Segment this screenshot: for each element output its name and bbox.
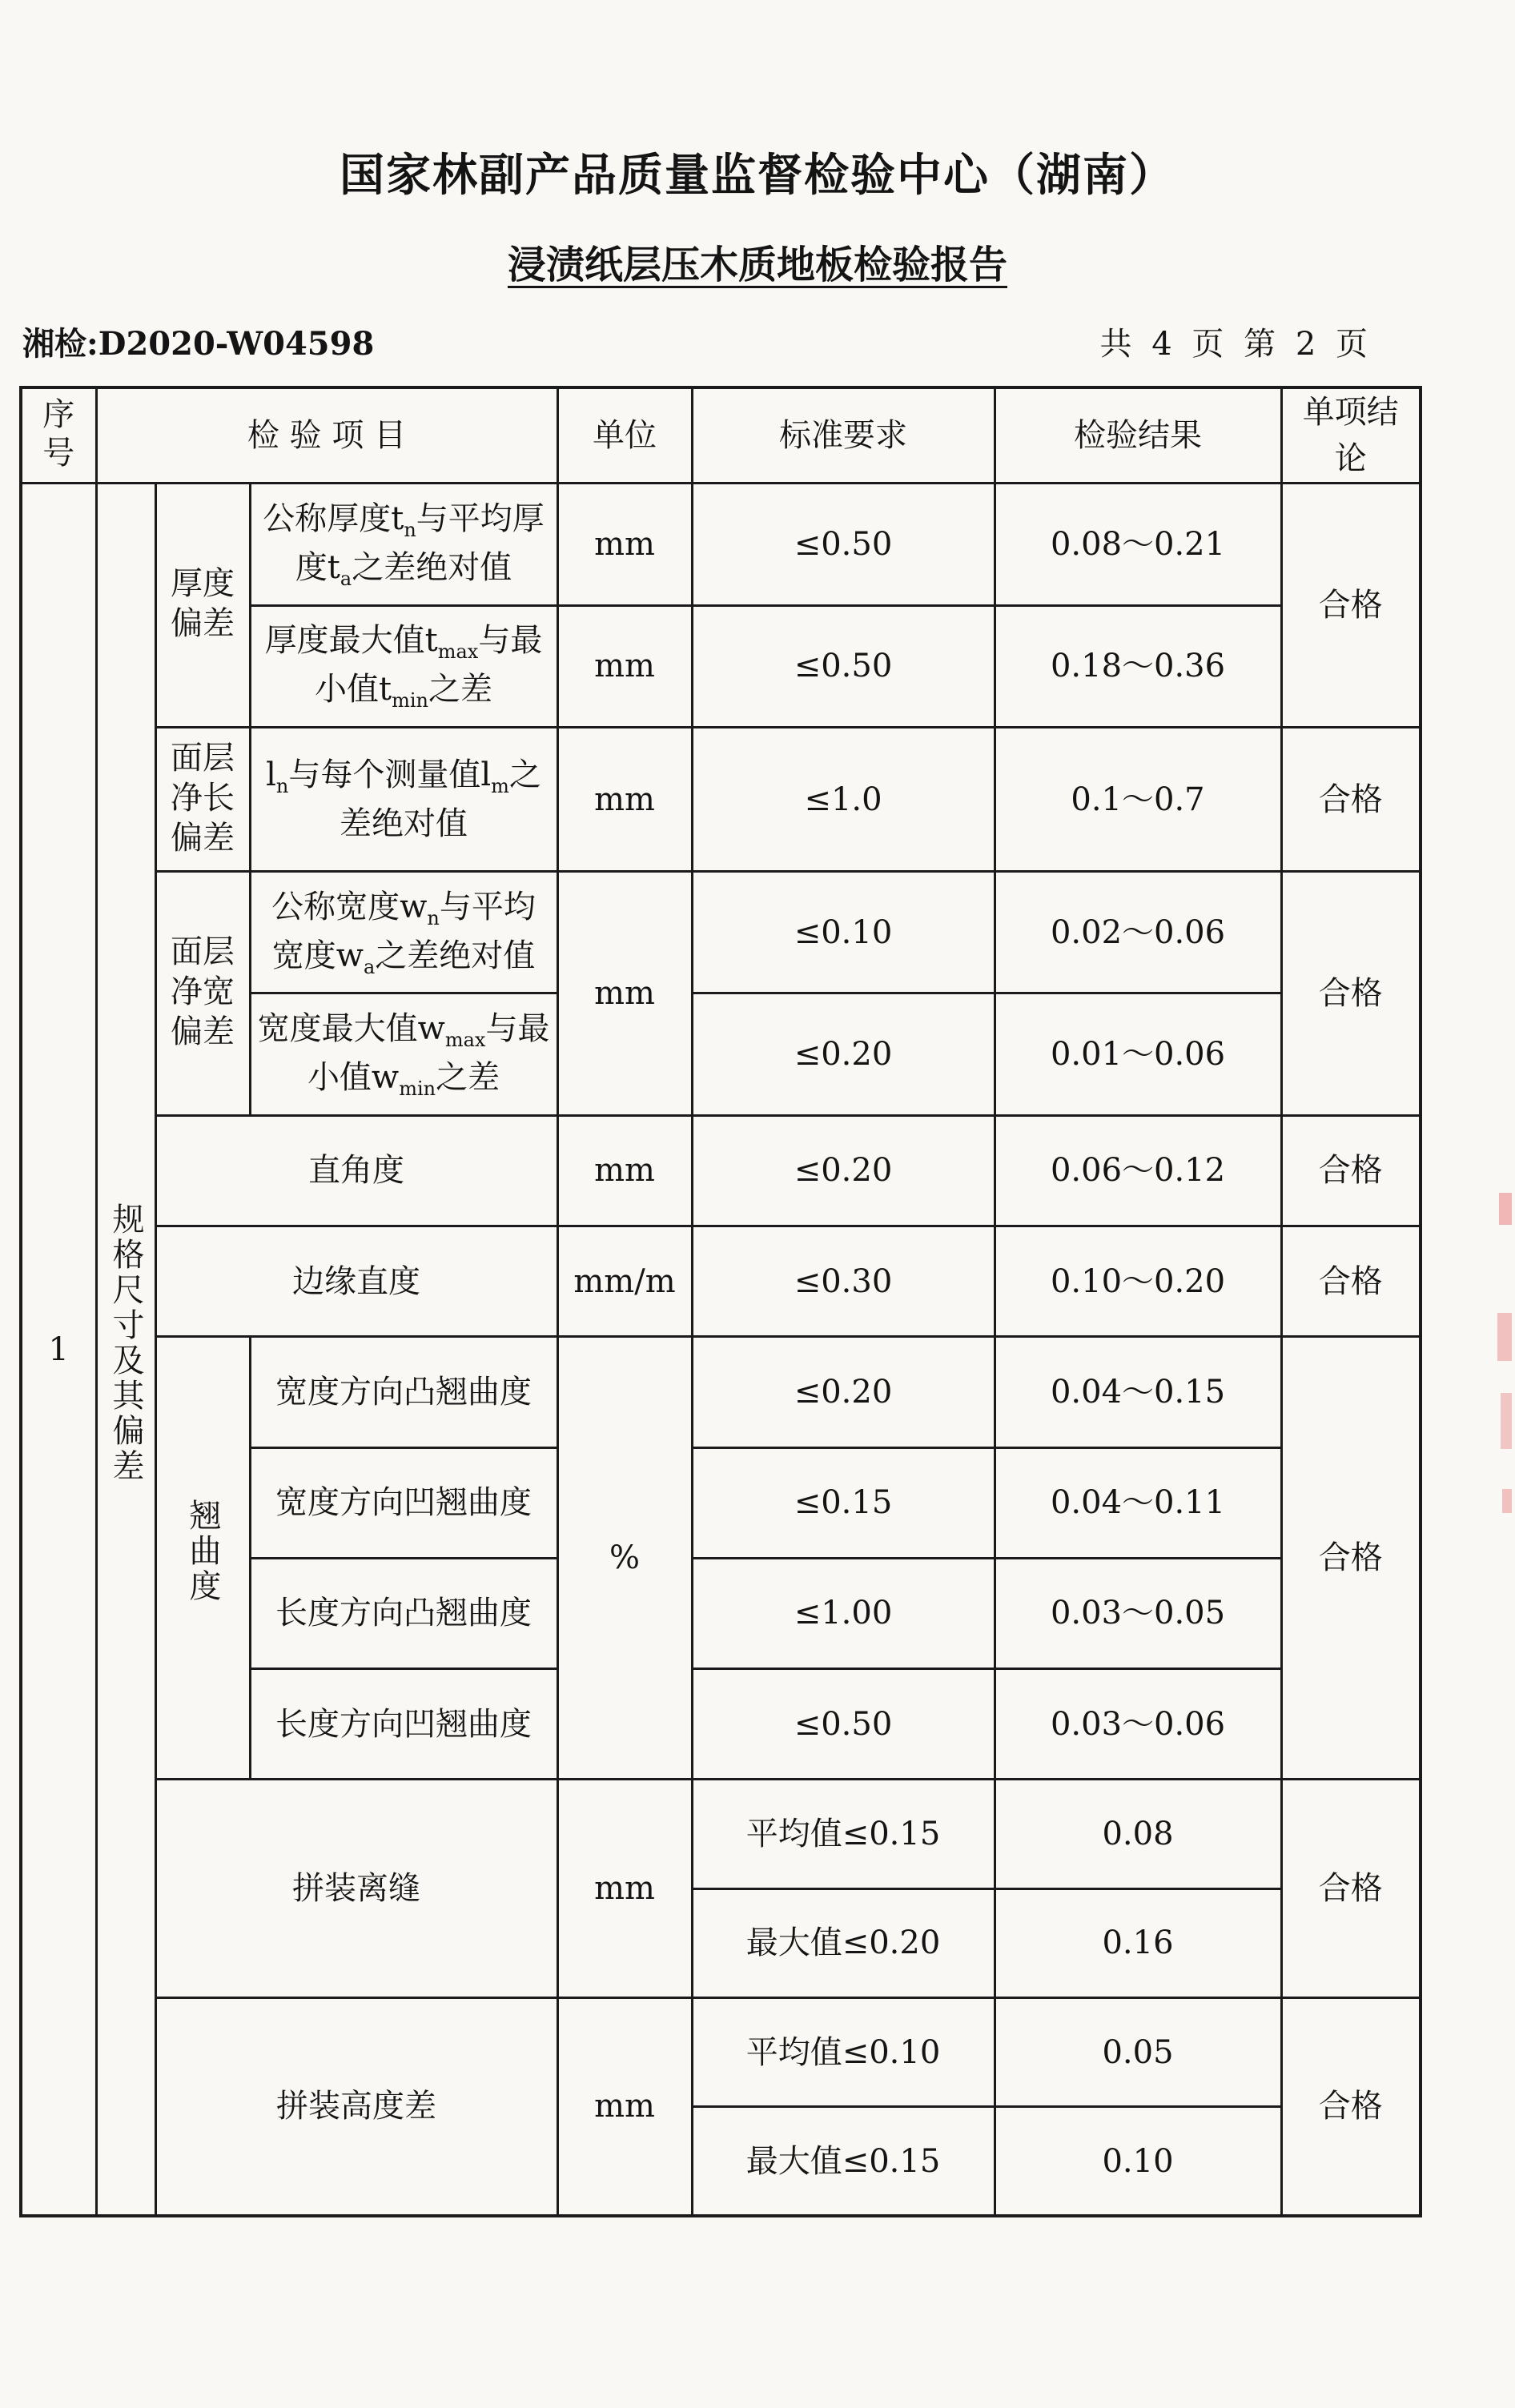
warp-result-1: 0.04～0.15 — [995, 1337, 1281, 1447]
report-subtitle-text: 浸渍纸层压木质地板检验报告 — [507, 243, 1007, 287]
squareness-label: 直角度 — [155, 1115, 557, 1226]
report-institution-title: 国家林副产品质量监督检验中心（湖南） — [340, 150, 1175, 202]
warp-unit: % — [557, 1337, 692, 1780]
category-label — [96, 484, 155, 2216]
warp-result-2: 0.04～0.11 — [995, 1447, 1281, 1558]
squareness-req: ≤0.20 — [692, 1115, 995, 1226]
header-item: 检 验 项 目 — [96, 387, 557, 484]
category-text: 规格尺寸及其偏差 — [107, 1202, 144, 1484]
width-unit: mm — [557, 872, 692, 1116]
width-req-2: ≤0.20 — [692, 993, 995, 1115]
length-unit: mm — [557, 727, 692, 871]
length-label: 面层净长偏差 — [155, 727, 250, 871]
height-diff-label: 拼装高度差 — [155, 1997, 557, 2216]
table-row — [21, 727, 1421, 871]
height-diff-result-1: 0.05 — [995, 1997, 1281, 2106]
header-unit: 单位 — [557, 387, 692, 484]
seq-number: 1 — [21, 484, 96, 2216]
straightness-unit: mm/m — [557, 1226, 692, 1337]
width-conclusion: 合格 — [1281, 872, 1421, 1116]
gap-conclusion: 合格 — [1281, 1780, 1421, 1998]
length-item: $l_n$与每个测量值$l_m$之差绝对值 — [250, 727, 557, 871]
table-row — [21, 872, 1421, 993]
page-info: 共 4 页 第 2 页 — [1099, 326, 1372, 363]
gap-label: 拼装离缝 — [155, 1780, 557, 1998]
inspection-table — [19, 386, 1422, 2217]
document-number: 湘检:D2020-W04598 — [22, 325, 375, 363]
warp-item-4: 长度方向凹翘曲度 — [250, 1669, 557, 1780]
gap-result-1: 0.08 — [995, 1780, 1281, 1888]
width-result-1: 0.02～0.06 — [995, 872, 1281, 993]
thickness-result-2: 0.18～0.36 — [995, 605, 1281, 727]
height-diff-conclusion: 合格 — [1281, 1997, 1421, 2216]
report-subtitle — [0, 234, 1515, 289]
thickness-unit-1: mm — [557, 484, 692, 605]
warp-req-2: ≤0.15 — [692, 1447, 995, 1558]
thickness-conclusion: 合格 — [1281, 484, 1421, 728]
gap-result-2: 0.16 — [995, 1888, 1281, 1997]
warp-req-3: ≤1.00 — [692, 1558, 995, 1668]
straightness-result: 0.10～0.20 — [995, 1226, 1281, 1337]
height-diff-req-1: 平均值≤0.10 — [692, 1997, 995, 2106]
squareness-result: 0.06～0.12 — [995, 1115, 1281, 1226]
gap-req-2: 最大值≤0.20 — [692, 1888, 995, 1997]
table-row — [21, 1115, 1421, 1226]
warp-item-1: 宽度方向凸翘曲度 — [250, 1337, 557, 1447]
squareness-conclusion: 合格 — [1281, 1115, 1421, 1226]
height-diff-result-2: 0.10 — [995, 2107, 1281, 2216]
width-req-1: ≤0.10 — [692, 872, 995, 993]
gap-req-1: 平均值≤0.15 — [692, 1780, 995, 1888]
gap-unit: mm — [557, 1780, 692, 1998]
height-diff-req-2: 最大值≤0.15 — [692, 2107, 995, 2216]
warp-item-3: 长度方向凸翘曲度 — [250, 1558, 557, 1668]
warp-conclusion: 合格 — [1281, 1337, 1421, 1780]
straightness-conclusion: 合格 — [1281, 1226, 1421, 1337]
length-result: 0.1～0.7 — [995, 727, 1281, 871]
table-row — [21, 1337, 1421, 1447]
header-seq: 序号 — [21, 387, 96, 484]
thickness-item-2: 厚度最大值$t_{max}$与最小值$t_{min}$之差 — [250, 605, 557, 727]
seal-fragment — [1483, 1185, 1515, 1537]
length-conclusion: 合格 — [1281, 727, 1421, 871]
thickness-req-2: ≤0.50 — [692, 605, 995, 727]
warp-result-3: 0.03～0.05 — [995, 1558, 1281, 1668]
table-row — [21, 1780, 1421, 1888]
height-diff-unit: mm — [557, 1997, 692, 2216]
length-req: ≤1.0 — [692, 727, 995, 871]
squareness-unit: mm — [557, 1115, 692, 1226]
warp-req-1: ≤0.20 — [692, 1337, 995, 1447]
width-result-2: 0.01～0.06 — [995, 993, 1281, 1115]
table-row — [21, 1997, 1421, 2106]
straightness-req: ≤0.30 — [692, 1226, 995, 1337]
width-label: 面层净宽偏差 — [155, 872, 250, 1116]
header-result: 检验结果 — [995, 387, 1281, 484]
warp-item-2: 宽度方向凹翘曲度 — [250, 1447, 557, 1558]
header-requirement: 标准要求 — [692, 387, 995, 484]
warp-label-text: 翘曲度 — [184, 1499, 221, 1605]
table-row — [21, 484, 1421, 605]
straightness-label: 边缘直度 — [155, 1226, 557, 1337]
thickness-label: 厚度偏差 — [155, 484, 250, 728]
table-header-row — [21, 387, 1421, 484]
thickness-item-1: 公称厚度$t_n$与平均厚度$t_a$之差绝对值 — [250, 484, 557, 605]
width-item-1: 公称宽度$w_n$与平均宽度$w_a$之差绝对值 — [250, 872, 557, 993]
warp-label — [155, 1337, 250, 1780]
warp-result-4: 0.03～0.06 — [995, 1669, 1281, 1780]
warp-req-4: ≤0.50 — [692, 1669, 995, 1780]
thickness-unit-2: mm — [557, 605, 692, 727]
width-item-2: 宽度最大值$w_{max}$与最小值$w_{min}$之差 — [250, 993, 557, 1115]
seal-fragment-icon — [1483, 1185, 1515, 1537]
thickness-result-1: 0.08～0.21 — [995, 484, 1281, 605]
table-row — [21, 1226, 1421, 1337]
thickness-req-1: ≤0.50 — [692, 484, 995, 605]
header-conclusion: 单项结论 — [1281, 387, 1421, 484]
